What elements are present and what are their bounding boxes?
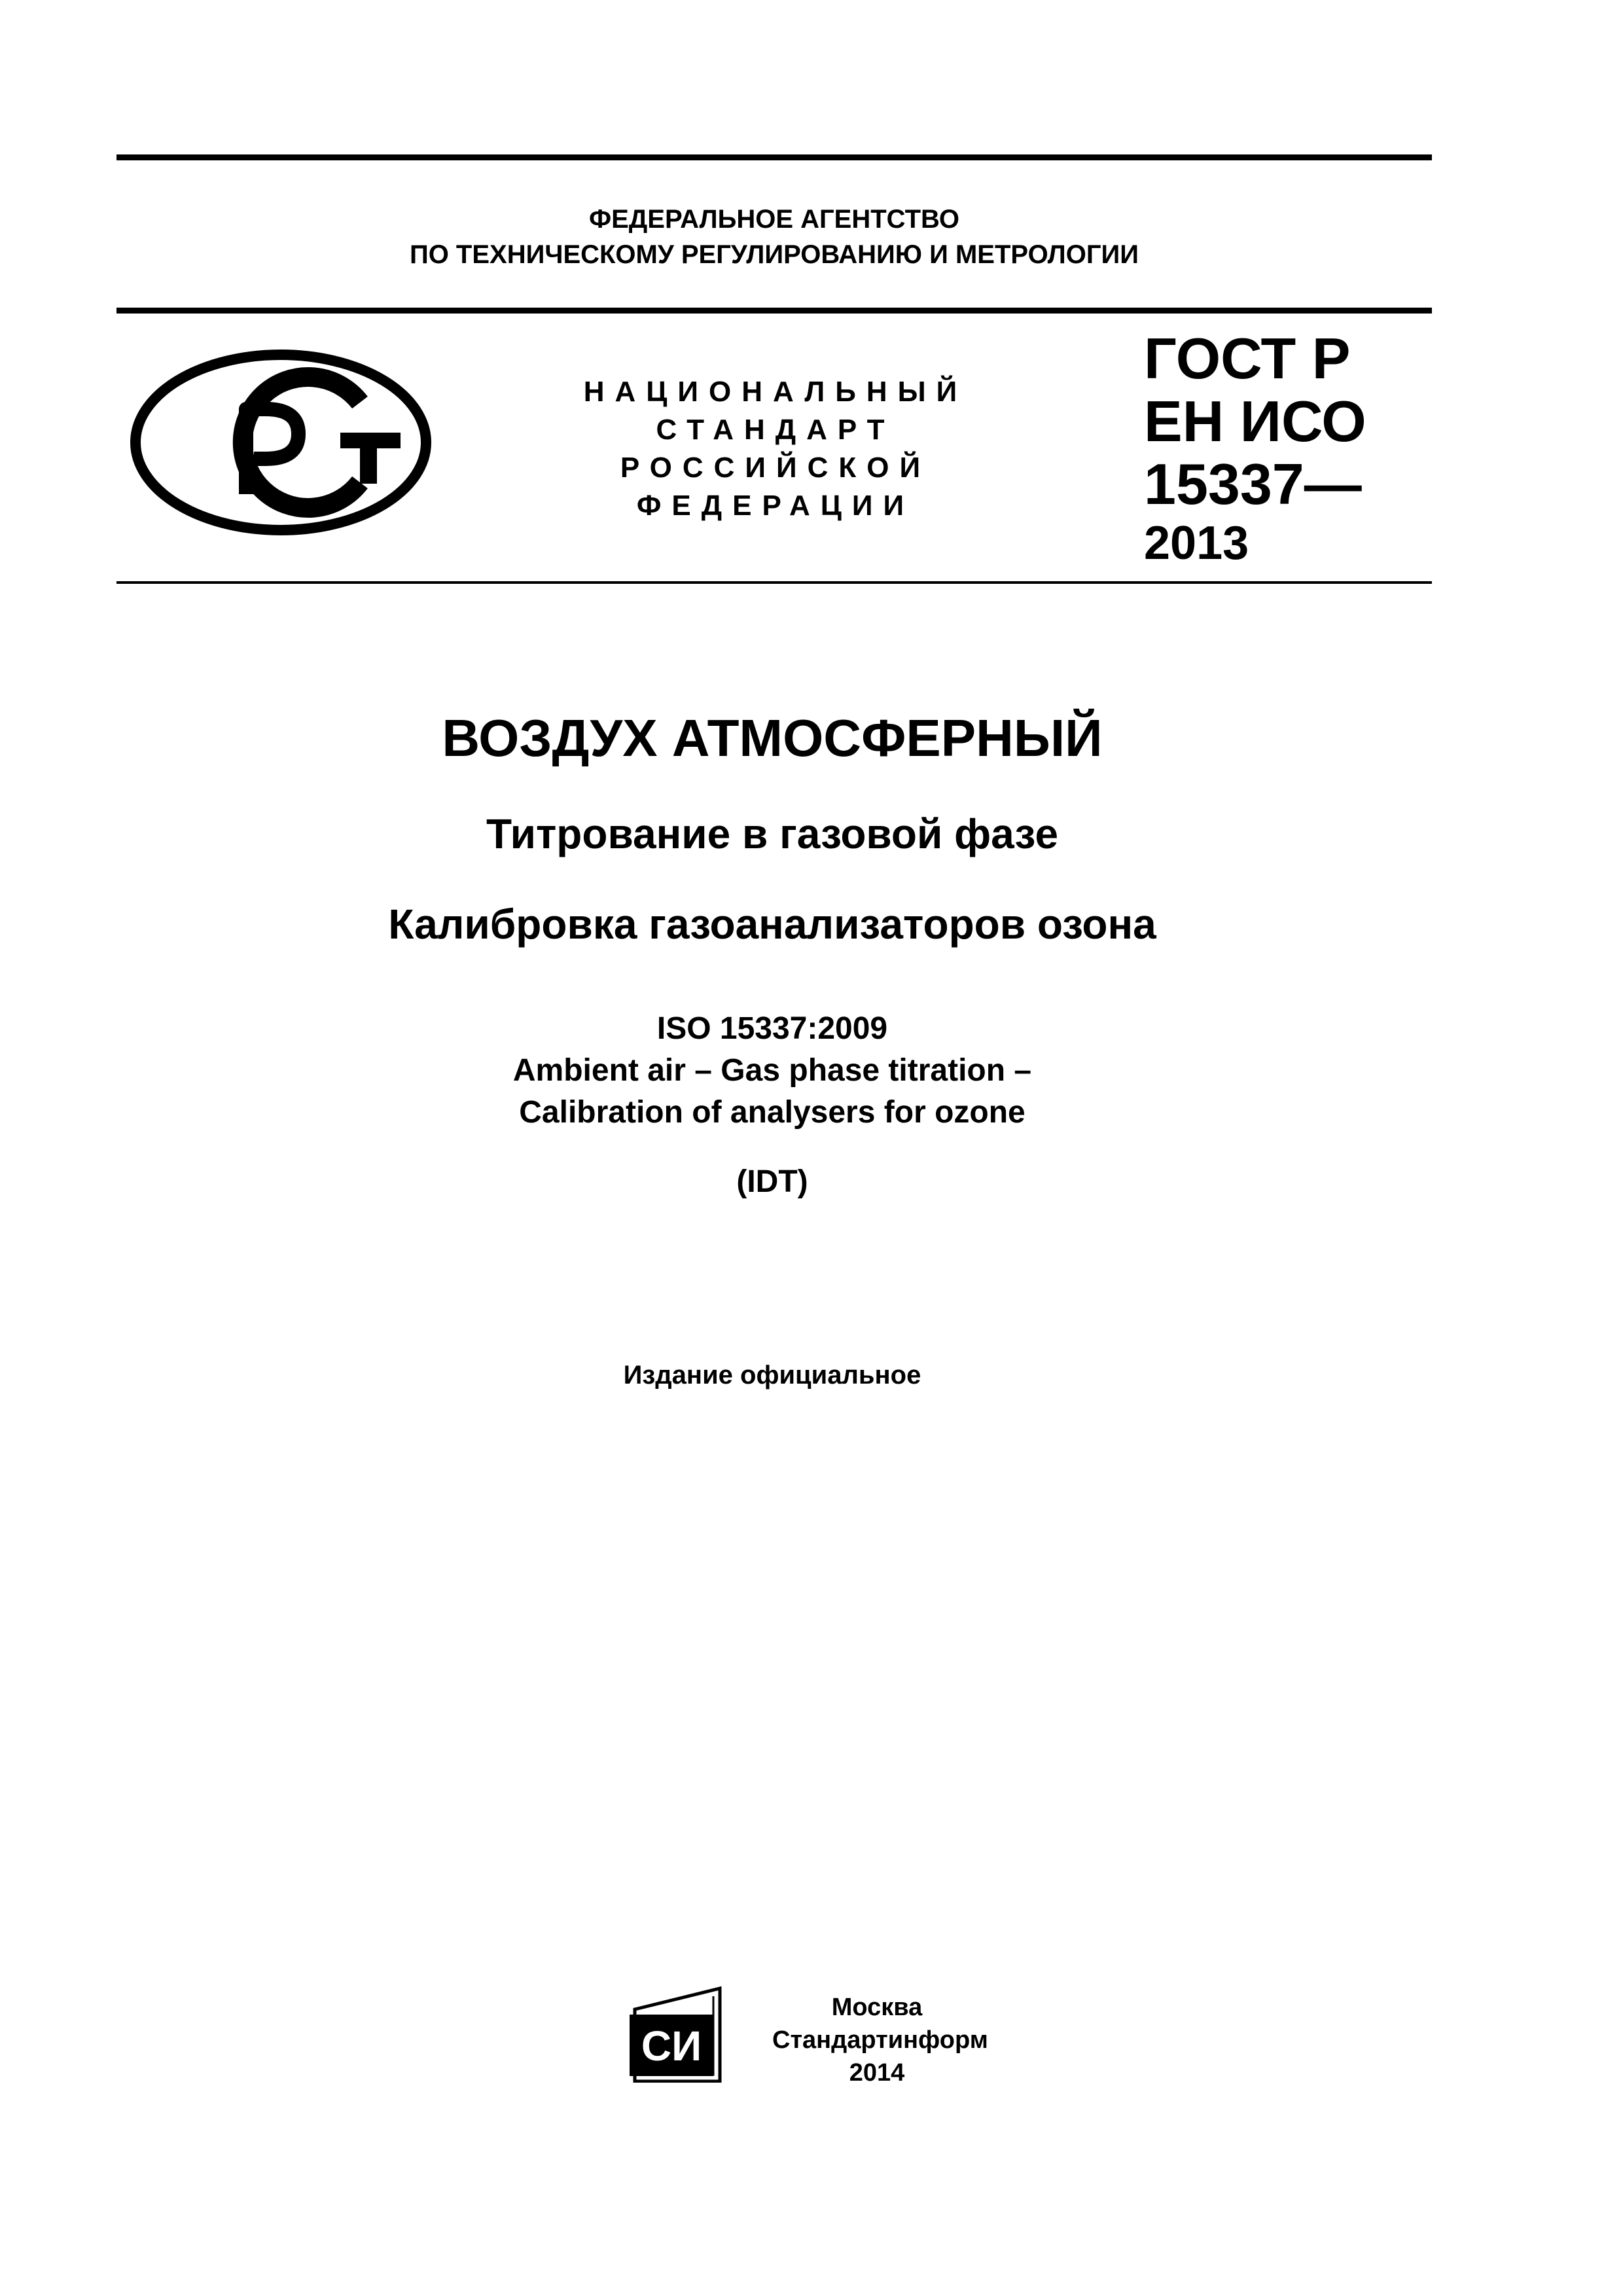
standartinform-logo-icon bbox=[622, 1983, 728, 2083]
document-title: ВОЗДУХ АТМОСФЕРНЫЙ bbox=[442, 709, 1103, 767]
equivalence-degree: (IDT) bbox=[736, 1164, 808, 1199]
designation-line-3: 15337— bbox=[1144, 452, 1362, 516]
top-rule bbox=[116, 154, 1432, 160]
document-subtitle-1: Титрование в газовой фазе bbox=[486, 810, 1059, 857]
publisher-city: Москва bbox=[831, 1994, 923, 2021]
publisher-block bbox=[772, 1991, 988, 2089]
iso-reference bbox=[0, 1008, 1544, 1134]
bottom-rule bbox=[116, 581, 1432, 584]
national-line-2: СТАНДАРТ bbox=[656, 414, 895, 446]
designation-line-1: ГОСТ Р bbox=[1144, 326, 1351, 391]
iso-number: ISO 15337:2009 bbox=[656, 1011, 888, 1046]
publisher-name: Стандартинформ bbox=[772, 2026, 988, 2054]
iso-title-line-1: Ambient air – Gas phase titration – bbox=[512, 1053, 1032, 1088]
middle-rule bbox=[116, 308, 1432, 314]
national-line-1: НАЦИОНАЛЬНЫЙ bbox=[583, 376, 968, 408]
designation-year: 2013 bbox=[1144, 517, 1249, 569]
national-standard-label bbox=[546, 373, 1005, 525]
agency-name bbox=[116, 202, 1432, 272]
rst-emblem-icon bbox=[130, 349, 432, 536]
publisher-logo-mark: СИ bbox=[641, 2022, 702, 2070]
document-subtitle-2: Калибровка газоанализаторов озона bbox=[388, 901, 1156, 948]
national-line-3: РОССИЙСКОЙ bbox=[620, 452, 931, 484]
agency-line-2: ПО ТЕХНИЧЕСКОМУ РЕГУЛИРОВАНИЮ И МЕТРОЛОГИИ bbox=[409, 240, 1139, 269]
iso-title-line-2: Calibration of analysers for ozone bbox=[519, 1095, 1026, 1130]
agency-line-1: ФЕДЕРАЛЬНОЕ АГЕНТСТВО bbox=[588, 205, 960, 234]
edition-label: Издание официальное bbox=[623, 1361, 921, 1390]
national-line-4: ФЕДЕРАЦИИ bbox=[636, 490, 915, 522]
designation-line-2: ЕН ИСО bbox=[1144, 389, 1366, 454]
publisher-year: 2014 bbox=[849, 2059, 905, 2087]
standard-designation bbox=[1144, 327, 1366, 571]
